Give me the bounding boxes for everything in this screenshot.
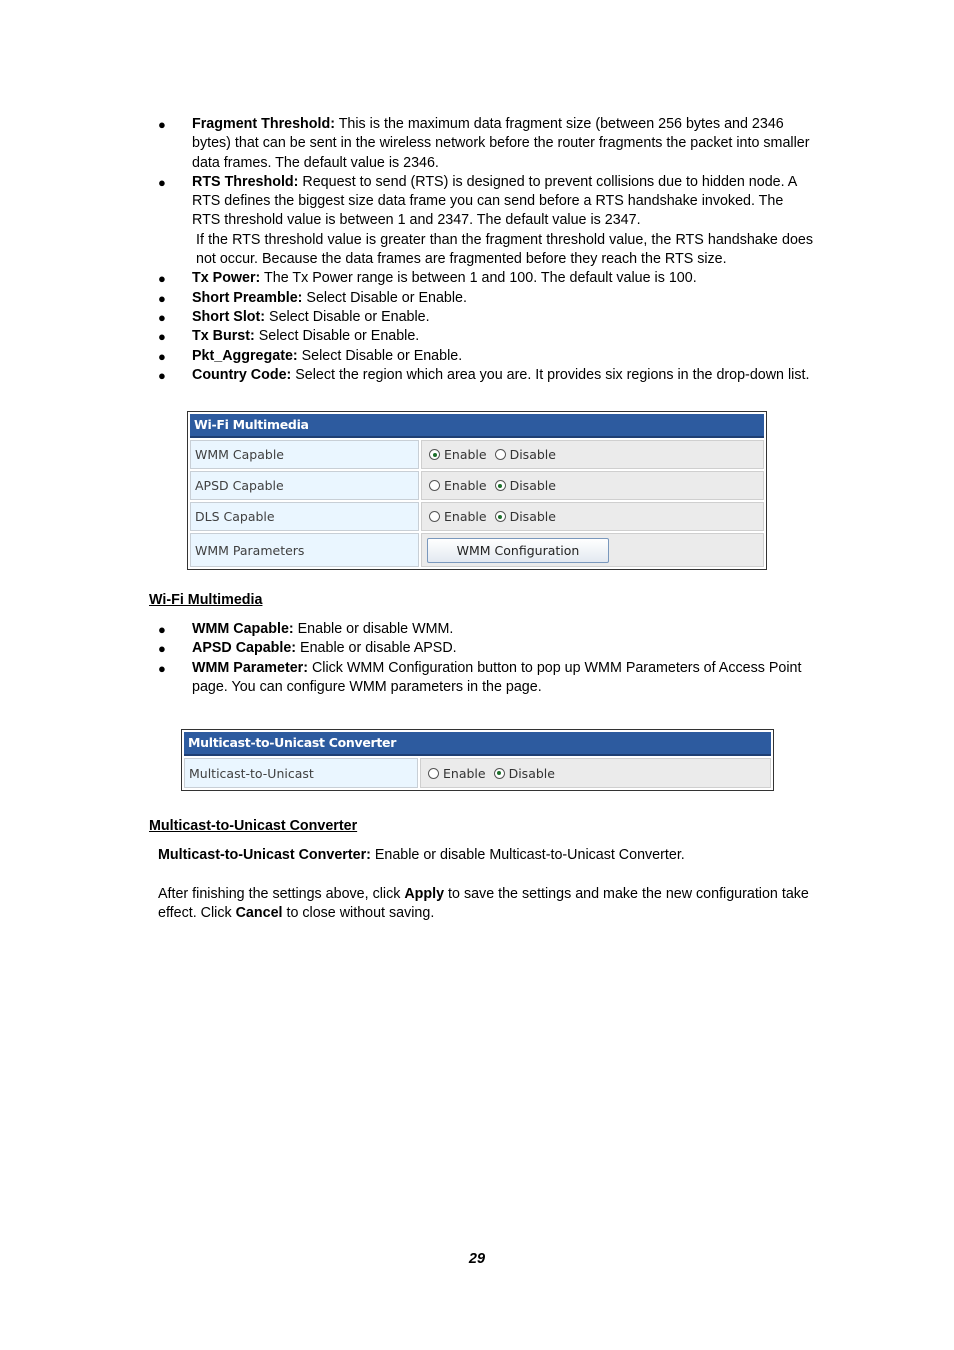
description: Enable or disable WMM. <box>293 621 454 637</box>
list-item <box>158 173 813 269</box>
wmm-enable-radio[interactable] <box>429 447 487 462</box>
row-label: WMM Capable <box>190 440 419 469</box>
dls-enable-radio[interactable] <box>429 509 487 524</box>
bullet-icon: ● <box>158 117 166 132</box>
radio-label: Enable <box>443 765 486 781</box>
panel-title: Wi-Fi Multimedia <box>190 414 764 438</box>
description: Select the region which area you are. It provides six regions in the drop-down list. <box>291 366 810 383</box>
list-item <box>158 289 813 308</box>
apsd-capable-row <box>190 471 764 500</box>
list-item <box>158 366 813 385</box>
wmm-parameters-row <box>190 533 764 567</box>
list-item <box>158 347 813 366</box>
term: RTS Threshold: <box>192 173 299 190</box>
description: Select Disable or Enable. <box>254 328 420 345</box>
row-label: WMM Parameters <box>190 533 419 567</box>
description: Request to send (RTS) is designed to prevent collisions due to hidden node. A RTS defines the biggest size data frame you can send before a RTS handshake invoked. The RTS threshold value is between 1 and 2347. The default value is 2347. <box>192 173 797 229</box>
term: Tx Burst: <box>192 328 255 345</box>
description: Enable or disable Multicast-to-Unicast Converter. <box>370 847 685 863</box>
description: This is the maximum data fragment size (between 256 bytes and 2346 bytes) that can be sent in the wireless network before the router fragments the packet into smaller data frames. The default value is 2346. <box>192 116 810 171</box>
multicast-row <box>184 758 771 788</box>
radio-checked-icon <box>495 511 506 522</box>
list-item <box>158 659 813 698</box>
radio-checked-icon <box>429 449 440 460</box>
wifi-multimedia-heading: Wi-Fi Multimedia <box>149 592 263 608</box>
bullet-icon: ● <box>158 622 166 637</box>
row-label: Multicast-to-Unicast <box>184 758 418 788</box>
term: Short Preamble: <box>192 289 303 306</box>
term: Fragment Threshold: <box>192 116 335 132</box>
bullet-icon: ● <box>158 660 166 676</box>
apsd-disable-radio[interactable] <box>495 478 556 493</box>
radio-cell <box>421 471 764 500</box>
list-item <box>158 269 813 288</box>
cancel-term: Cancel <box>235 905 283 922</box>
dls-disable-radio[interactable] <box>495 509 556 524</box>
list-item <box>158 327 813 346</box>
term: Pkt_Aggregate: <box>192 347 298 364</box>
text: After finishing the settings above, click <box>158 886 405 902</box>
wifi-multimedia-panel <box>187 411 767 570</box>
list-item <box>158 620 813 639</box>
multicast-enable-radio[interactable] <box>428 766 486 781</box>
radio-checked-icon <box>494 768 505 779</box>
radio-unchecked-icon <box>429 480 440 491</box>
row-label: APSD Capable <box>190 471 419 500</box>
radio-unchecked-icon <box>428 768 439 779</box>
page-number: 29 <box>468 1251 486 1267</box>
radio-label: Enable <box>444 447 487 462</box>
term: Short Slot: <box>192 308 266 325</box>
term: Country Code: <box>192 366 292 383</box>
panel-title: Multicast-to-Unicast Converter <box>184 732 771 756</box>
dls-capable-row <box>190 502 764 531</box>
settings-bullet-list <box>158 115 813 385</box>
term: Tx Power: <box>192 270 261 287</box>
term: APSD Capable: <box>192 640 297 657</box>
term: WMM Parameter: <box>192 659 308 676</box>
text: to save the settings and make the new configuration take effect. Click <box>158 886 809 922</box>
description: Select Disable or Enable. <box>302 289 467 306</box>
description: Select Disable or Enable. <box>297 347 463 364</box>
note: If the RTS threshold value is greater than the fragment threshold value, the RTS handshake does not occur. Because the data frames are fragmented before they reach the RTS size. <box>196 231 813 268</box>
list-item <box>158 115 813 173</box>
multicast-panel <box>181 729 774 791</box>
bullet-icon: ● <box>158 348 166 364</box>
radio-cell <box>421 440 764 469</box>
bullet-icon: ● <box>158 290 166 306</box>
multicast-disable-radio[interactable] <box>494 766 555 781</box>
row-label: DLS Capable <box>190 502 419 531</box>
bullet-icon: ● <box>158 309 166 325</box>
wmm-disable-radio[interactable] <box>495 447 556 462</box>
radio-cell <box>420 758 771 788</box>
radio-label: Enable <box>444 478 487 493</box>
description: Select Disable or Enable. <box>265 308 430 325</box>
wifi-bullet-list <box>158 620 813 697</box>
apply-term: Apply <box>404 886 445 902</box>
button-cell <box>421 533 764 567</box>
radio-label: Disable <box>509 447 556 462</box>
bullet-icon: ● <box>158 641 166 657</box>
radio-label: Enable <box>444 509 487 524</box>
radio-checked-icon <box>495 480 506 491</box>
description: Enable or disable APSD. <box>296 640 457 657</box>
bullet-icon: ● <box>158 271 166 287</box>
term: Multicast-to-Unicast Converter: <box>158 847 371 863</box>
radio-cell <box>421 502 764 531</box>
text: to close without saving. <box>282 905 435 922</box>
radio-label: Disable <box>509 509 556 524</box>
description: The Tx Power range is between 1 and 100. The default value is 100. <box>260 270 697 287</box>
description: Click WMM Configuration button to pop up WMM Parameters of Access Point page. You can configure WMM parameters in the page. <box>192 659 802 695</box>
multicast-description <box>158 846 813 865</box>
radio-label: Disable <box>508 765 555 781</box>
bullet-icon: ● <box>158 367 166 383</box>
wmm-capable-row <box>190 440 764 469</box>
radio-label: Disable <box>509 478 556 493</box>
radio-unchecked-icon <box>429 511 440 522</box>
bullet-icon: ● <box>158 174 166 190</box>
term: WMM Capable: <box>192 621 294 637</box>
apsd-enable-radio[interactable] <box>429 478 487 493</box>
closing-paragraph <box>158 885 813 924</box>
bullet-icon: ● <box>158 329 166 345</box>
wmm-configuration-button[interactable]: WMM Configuration <box>427 538 609 563</box>
multicast-heading: Multicast-to-Unicast Converter <box>149 818 358 834</box>
list-item <box>158 308 813 327</box>
list-item <box>158 639 813 658</box>
radio-unchecked-icon <box>495 449 506 460</box>
